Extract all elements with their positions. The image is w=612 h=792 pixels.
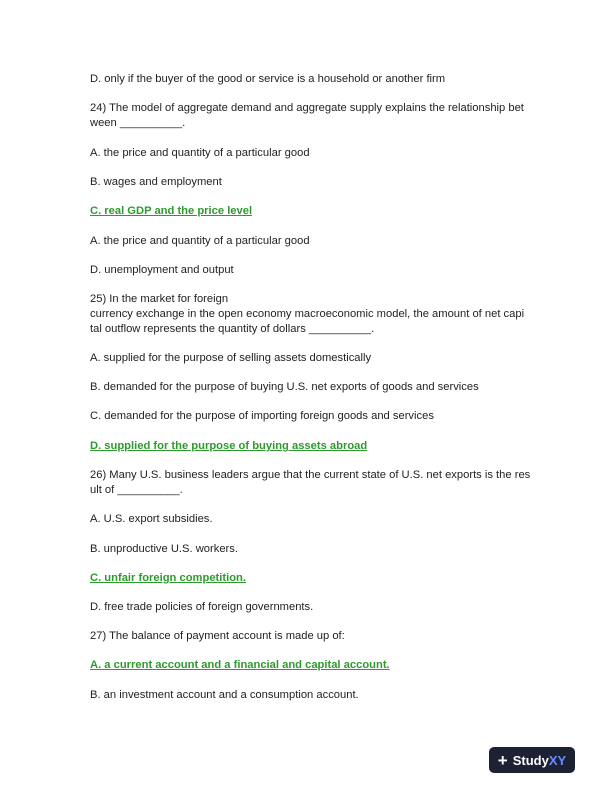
option-line: A. supplied for the purpose of selling assets domestically (90, 352, 372, 364)
option-line: A. U.S. export subsidies. (90, 513, 213, 525)
question-line: 27) The balance of payment account is made up of: (90, 630, 345, 642)
question-line: 26) Many U.S. business leaders argue that the current state of U.S. net exports is the res (90, 469, 531, 481)
question-line: tal outflow represents the quantity of dollars __________. (90, 323, 375, 335)
correct-answer: D. supplied for the purpose of buying assets abroad (90, 440, 368, 452)
correct-answer: C. real GDP and the price level (90, 205, 253, 217)
option-line: B. demanded for the purpose of buying U.S. net exports of goods and services (90, 381, 479, 393)
question-line: currency exchange in the open economy macroeconomic model, the amount of net capi (90, 308, 525, 320)
question-line: ween __________. (90, 117, 186, 129)
option-line: D. free trade policies of foreign governments. (90, 601, 314, 613)
option-line: A. the price and quantity of a particular good (90, 147, 310, 159)
brand-accent: XY (548, 752, 567, 768)
option-line: C. demanded for the purpose of importing foreign goods and services (90, 410, 434, 422)
option-line: B. wages and employment (90, 176, 222, 188)
option-line: B. unproductive U.S. workers. (90, 543, 238, 555)
brand-name (513, 753, 566, 768)
question-line: 24) The model of aggregate demand and aggregate supply explains the relationship bet (90, 102, 524, 114)
option-line: A. the price and quantity of a particular good (90, 235, 310, 247)
question-line: 25) In the market for foreign (90, 293, 229, 305)
correct-answer: C. unfair foreign competition. (90, 572, 247, 584)
option-line: B. an investment account and a consumption account. (90, 689, 359, 701)
studyxy-logo-badge[interactable] (489, 747, 575, 773)
option-line: D. only if the buyer of the good or service is a household or another firm (90, 73, 446, 85)
brand-main: Study (512, 752, 549, 768)
question-line: ult of __________. (90, 484, 183, 496)
option-line: D. unemployment and output (90, 264, 234, 276)
plus-icon: + (497, 750, 508, 770)
correct-answer: A. a current account and a financial and capital account. (90, 659, 390, 671)
